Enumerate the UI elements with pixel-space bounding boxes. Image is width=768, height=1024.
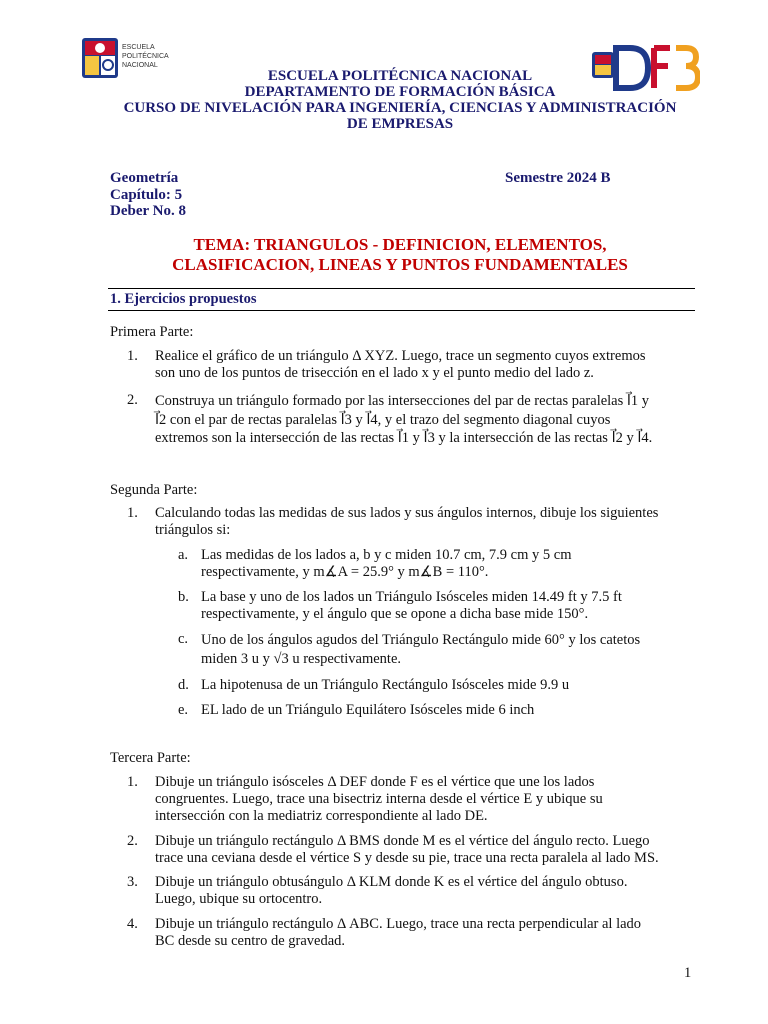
list-item-number: 2. [127,392,138,408]
list-item-line: Calculando todas las medidas de sus lados y sus ángulos internos, dibuje los siguientes [155,505,659,521]
section-rule-top [108,288,695,289]
epn-logo-word1: ESCUELA [122,44,155,51]
sub-item [201,589,695,623]
list-item [155,348,695,382]
list-item-line: trace una ceviana desde el vértice S y desde su pie, trace una recta paralela al lado MS. [155,850,659,866]
sub-item-line: respectivamente, y el ángulo que se opone a dicha base mide 150°. [201,606,589,622]
section-title: 1. Ejercicios propuestos [110,291,257,307]
course-name-line1: CURSO DE NIVELACIÓN PARA INGENIERÍA, CIENCIAS Y ADMINISTRACIÓN [123,100,677,116]
sub-item-line: La base y uno de los lados un Triángulo Isósceles miden 14.49 ft y 7.5 ft [201,589,622,605]
list-item-line: l⃗2 con el par de rectas paralelas l⃗3 y l⃗4, y el trazo del segmento diagonal cuyos [155,411,611,428]
part-three-label: Tercera Parte: [110,750,191,766]
list-item-line: congruentes. Luego, trace una bisectriz interna desde el vértice E y ubique su [155,791,603,807]
sub-item-letter: b. [178,589,189,605]
epn-logo-word2: POLITÉCNICA [122,53,169,60]
list-item-line: triángulos si: [155,522,231,538]
sub-item-line: EL lado de un Triángulo Equilátero Isósceles mide 6 inch [201,702,535,718]
sub-item-line: La hipotenusa de un Triángulo Rectángulo Isósceles mide 9.9 u [201,677,570,693]
list-item-line: Construya un triángulo formado por las intersecciones del par de rectas paralelas l⃗1 y [155,393,650,409]
sub-item [201,677,695,694]
list-item-number: 3. [127,874,138,890]
sub-item-line: Uno de los ángulos agudos del Triángulo Rectángulo mide 60° y los catetos [201,632,641,648]
list-item-number: 4. [127,916,138,932]
epn-logo-word3: NACIONAL [122,62,158,69]
sub-item-letter: a. [178,547,189,563]
list-item-number: 1. [127,348,138,364]
homework-number: Deber No. 8 [110,203,186,219]
topic-title-line1: TEMA: TRIANGULOS - DEFINICION, ELEMENTOS, [193,235,607,254]
sub-item-line: miden 3 u y √3 u respectivamente. [201,651,402,667]
list-item [155,774,695,825]
list-item-number: 2. [127,833,138,849]
sub-item-letter: d. [178,677,189,693]
list-item [155,916,695,950]
part-two-label: Segunda Parte: [110,482,198,498]
list-item-line: Dibuje un triángulo rectángulo Δ ABC. Luego, trace una recta perpendicular al lado [155,916,642,932]
topic-title-line2: CLASIFICACION, LINEAS Y PUNTOS FUNDAMENTALES [172,255,628,274]
list-item-line: BC desde su centro de gravedad. [155,933,346,949]
list-item-line: Dibuje un triángulo obtusángulo Δ KLM donde K es el vértice del ángulo obtuso. [155,874,628,890]
page-number: 1 [684,965,692,981]
sub-item [201,702,695,719]
list-item-number: 1. [127,505,138,521]
department-name: DEPARTAMENTO DE FORMACIÓN BÁSICA [244,84,556,100]
topic-title [100,235,700,275]
list-item-line: Luego, ubique su ortocentro. [155,891,323,907]
list-item [155,505,695,539]
course-name-line2: DE EMPRESAS [346,116,454,132]
sub-item-letter: e. [178,702,189,718]
chapter: Capítulo: 5 [110,186,183,203]
sub-item-line: Las medidas de los lados a, b y c miden 10.7 cm, 7.9 cm y 5 cm [201,547,572,563]
sub-item [201,631,695,669]
semester: Semestre 2024 B [505,170,611,186]
document-meta [110,170,186,220]
subject: Geometría [110,170,179,186]
list-item-line: extremos son la intersección de las rectas l⃗1 y l⃗3 y la intersección de las rectas l⃗2 y l⃗4. [155,430,653,446]
list-item-line: Realice el gráfico de un triángulo Δ XYZ. Luego, trace un segmento cuyos extremos [155,348,646,364]
section-rule-bottom [108,310,695,311]
list-item [155,392,695,448]
list-item-line: son uno de los puntos de trisección en el lado x y el punto medio del lado z. [155,365,594,381]
list-item-line: Dibuje un triángulo rectángulo Δ BMS donde M es el vértice del ángulo recto. Luego [155,833,650,849]
list-item-line: Dibuje un triángulo isósceles Δ DEF donde F es el vértice que une los lados [155,774,595,790]
sub-item-letter: c. [178,631,189,647]
list-item [155,833,695,867]
list-item-line: intersección con la mediatriz correspondiente al lado DE. [155,808,488,824]
sub-item-line: respectivamente, y m∡A = 25.9° y m∡B = 110°. [201,564,489,580]
sub-item [201,547,695,581]
institution-name: ESCUELA POLITÉCNICA NACIONAL [267,68,533,84]
list-item-number: 1. [127,774,138,790]
part-one-label: Primera Parte: [110,324,194,340]
document-header [100,68,700,132]
list-item [155,874,695,908]
